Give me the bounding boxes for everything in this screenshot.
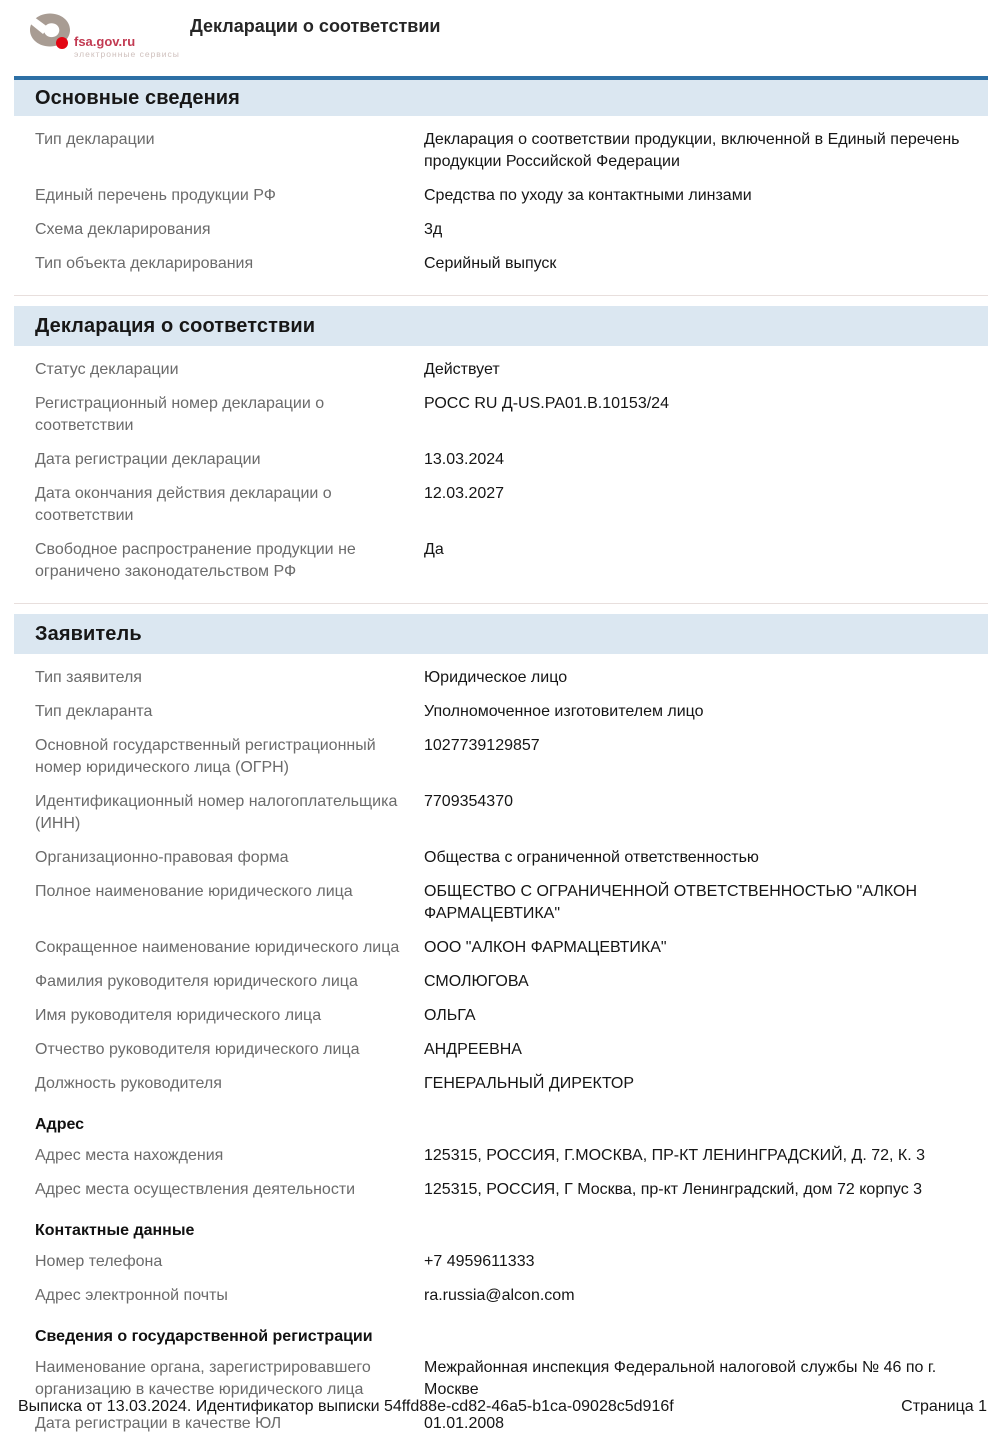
field-row <box>14 185 988 207</box>
field-value: СМОЛЮГОВА <box>424 973 529 990</box>
page-number: Страница 1 <box>901 1398 987 1415</box>
section-body <box>14 654 988 1449</box>
field-row <box>14 1039 988 1061</box>
group-contacts <box>14 1220 988 1307</box>
field-label: Дата регистрации декларации <box>35 451 261 468</box>
section-title: Заявитель <box>35 622 142 645</box>
page-footer <box>0 1396 1000 1418</box>
field-value: АНДРЕЕВНА <box>424 1041 522 1058</box>
field-value: Да <box>424 541 444 558</box>
field-row <box>14 1285 988 1307</box>
field-row <box>14 1073 988 1095</box>
field-value: Межрайонная инспекция Федеральной налоговой службы № 46 по г. Москве <box>424 1359 937 1398</box>
group-heading: Адрес <box>35 1116 85 1133</box>
field-row <box>14 449 988 471</box>
field-row <box>14 701 988 723</box>
field-row <box>14 881 988 925</box>
field-value: +7 4959611333 <box>424 1253 535 1270</box>
field-label: Схема декларирования <box>35 221 211 238</box>
section-applicant <box>14 614 988 1449</box>
field-label: Сокращенное наименование юридического лица <box>35 939 400 956</box>
field-row <box>14 393 988 437</box>
field-row <box>14 253 988 275</box>
logo-text-block <box>74 35 180 60</box>
field-row <box>14 129 988 173</box>
field-label: Адрес места осуществления деятельности <box>35 1181 356 1198</box>
group-heading: Контактные данные <box>35 1222 195 1239</box>
field-value: Уполномоченное изготовителем лицо <box>424 703 704 720</box>
document-content <box>14 76 988 1449</box>
field-label: Наименование органа, зарегистрировавшего организацию в качестве юридического лица <box>35 1359 371 1398</box>
section-body <box>14 346 988 597</box>
field-label: Адрес электронной почты <box>35 1287 228 1304</box>
field-label: Регистрационный номер декларации о соответствии <box>35 395 325 434</box>
field-label: Идентификационный номер налогоплательщика (ИНН) <box>35 793 398 832</box>
field-value: Действует <box>424 361 500 378</box>
field-label: Тип объекта декларирования <box>35 255 254 272</box>
section-header-applicant <box>14 614 988 654</box>
field-value: 125315, РОССИЯ, Г.МОСКВА, ПР-КТ ЛЕНИНГРАДСКИЙ, Д. 72, К. 3 <box>424 1147 926 1164</box>
field-row <box>14 1357 988 1401</box>
field-row <box>14 359 988 381</box>
field-label: Тип декларанта <box>35 703 153 720</box>
field-value: Общества с ограниченной ответственностью <box>424 849 759 866</box>
field-row <box>14 1251 988 1273</box>
logo-site-name: fsa.gov.ru <box>74 34 136 49</box>
field-value: РОСС RU Д-US.PA01.B.10153/24 <box>424 395 669 412</box>
section-header-main-info <box>14 76 988 116</box>
field-value: 1027739129857 <box>424 737 540 754</box>
group-state-registration <box>14 1326 988 1435</box>
section-title: Основные сведения <box>35 86 240 109</box>
field-label: Единый перечень продукции РФ <box>35 187 276 204</box>
field-label: Номер телефона <box>35 1253 163 1270</box>
field-row <box>14 1179 988 1201</box>
section-header-declaration <box>14 306 988 346</box>
field-value: 3д <box>424 221 443 238</box>
section-declaration <box>14 306 988 604</box>
field-label: Адрес места нахождения <box>35 1147 224 1164</box>
field-label: Полное наименование юридического лица <box>35 883 353 900</box>
field-row <box>14 791 988 835</box>
logo-red-dot-icon <box>56 37 68 49</box>
field-label: Организационно-правовая форма <box>35 849 289 866</box>
field-value: 01.01.2008 <box>424 1415 505 1432</box>
extract-id-text: Выписка от 13.03.2024. Идентификатор выписки 54ffd88e-cd82-46a5-b1ca-09028c5d916f <box>18 1398 674 1415</box>
field-row <box>14 219 988 241</box>
field-label: Статус декларации <box>35 361 179 378</box>
field-label: Тип декларации <box>35 131 155 148</box>
field-row <box>14 735 988 779</box>
field-value: 7709354370 <box>424 793 513 810</box>
page-title: Декларации о соответствии <box>190 16 441 36</box>
field-row <box>14 1145 988 1167</box>
field-value: Декларация о соответствии продукции, включенной в Единый перечень продукции Российской Федерации <box>424 131 960 170</box>
field-value: Средства по уходу за контактными линзами <box>424 187 752 204</box>
group-heading: Сведения о государственной регистрации <box>35 1328 373 1345</box>
field-row <box>14 937 988 959</box>
field-label: Дата регистрации в качестве ЮЛ <box>35 1415 282 1432</box>
field-value: 125315, РОССИЯ, Г Москва, пр-кт Ленинградский, дом 72 корпус 3 <box>424 1181 923 1198</box>
field-label: Имя руководителя юридического лица <box>35 1007 322 1024</box>
field-value: Серийный выпуск <box>424 255 557 272</box>
field-value: 13.03.2024 <box>424 451 505 468</box>
section-body <box>14 116 988 289</box>
field-row <box>14 1005 988 1027</box>
field-value: ra.russia@alcon.com <box>424 1287 575 1304</box>
field-value: ГЕНЕРАЛЬНЫЙ ДИРЕКТОР <box>424 1075 635 1092</box>
field-row <box>14 667 988 689</box>
field-row <box>14 847 988 869</box>
field-label: Должность руководителя <box>35 1075 222 1092</box>
page-header <box>0 0 1000 76</box>
field-value: Юридическое лицо <box>424 669 568 686</box>
field-label: Тип заявителя <box>35 669 142 686</box>
field-label: Основной государственный регистрационный номер юридического лица (ОГРН) <box>35 737 376 776</box>
logo-tagline: электронные сервисы <box>74 49 180 59</box>
field-value: ОБЩЕСТВО С ОГРАНИЧЕННОЙ ОТВЕТСТВЕННОСТЬЮ "АЛКОН ФАРМАЦЕВТИКА" <box>424 883 917 922</box>
field-value: ООО "АЛКОН ФАРМАЦЕВТИКА" <box>424 939 667 956</box>
field-row <box>14 971 988 993</box>
section-main-info <box>14 76 988 296</box>
field-label: Отчество руководителя юридического лица <box>35 1041 360 1058</box>
field-label: Свободное распространение продукции не ограничено законодательством РФ <box>35 541 356 580</box>
field-row <box>14 539 988 583</box>
field-label: Дата окончания действия декларации о соответствии <box>35 485 332 524</box>
group-address <box>14 1114 988 1201</box>
field-value: 12.03.2027 <box>424 485 505 502</box>
field-value: ОЛЬГА <box>424 1007 476 1024</box>
section-title: Декларация о соответствии <box>35 314 316 337</box>
field-row <box>14 483 988 527</box>
field-label: Фамилия руководителя юридического лица <box>35 973 358 990</box>
